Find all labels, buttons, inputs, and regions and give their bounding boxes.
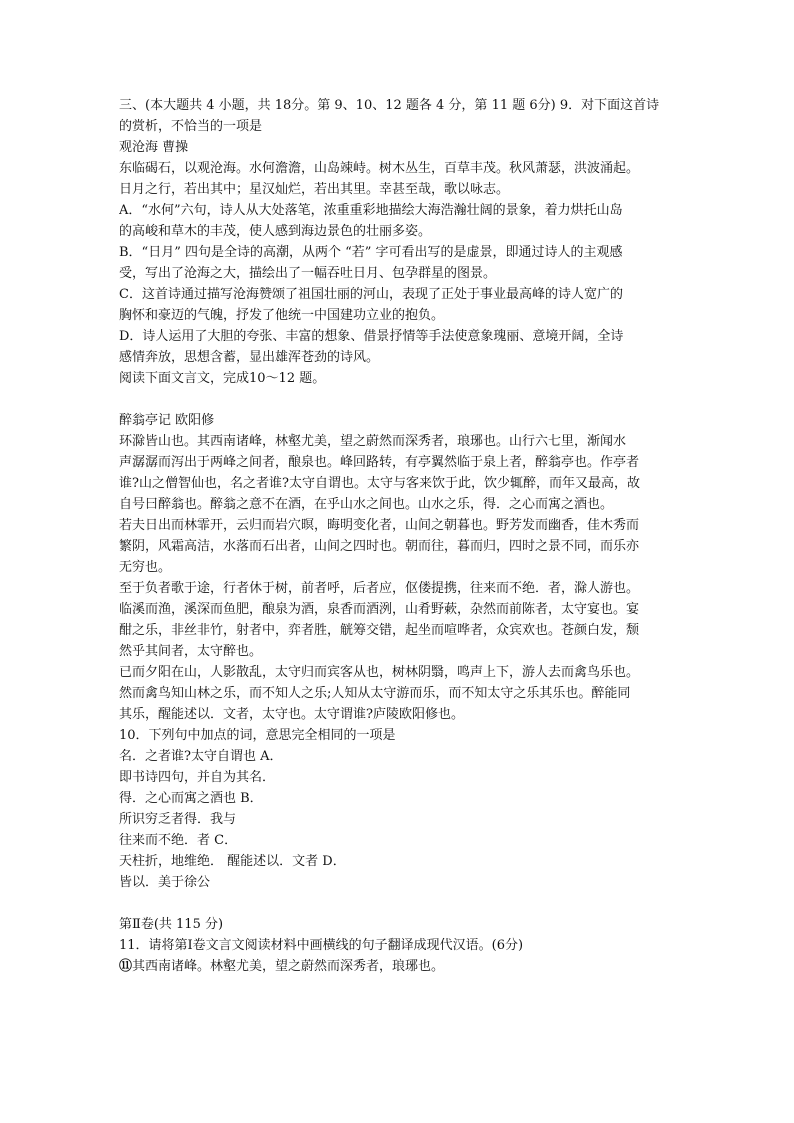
circled-number-marker: ⑪ (119, 959, 133, 974)
question10-line6: 天柱折，地维绝． 醒能述以．文者 D． (119, 854, 346, 869)
spacer (119, 389, 679, 410)
question10-line3: 得．之心而寓之酒也 B． (119, 791, 263, 806)
spacer (119, 893, 679, 914)
question10-stem: 10．下列句中加点的词，意思完全相同的一项是 (119, 728, 396, 743)
poem-title: 观沧海 曹操 (119, 140, 189, 155)
passage-p1-line4: 自号曰醉翁也。醉翁之意不在酒，在乎山水之间也。山水之乐，得．之心而寓之酒也。 (119, 497, 614, 512)
passage-p3-line3: 酣之乐，非丝非竹，射者中，弈者胜，觥筹交错，起坐而喧哗者，众宾欢也。苍颜白发，颓 (119, 623, 640, 638)
question10-line1: 名．之者谁?太守自谓也 A． (119, 749, 283, 764)
passage-p1-line3: 谁?山之僧智仙也，名之者谁?太守自谓也。太守与客来饮于此，饮少辄醉，而年又最高，故 (119, 476, 640, 491)
option-b-line2: 受，写出了沧海之大，描绘出了一幅吞吐日月、包孕群星的图景。 (119, 266, 497, 281)
passage-p2-line3: 无穷也。 (119, 560, 172, 575)
question11-sentence-line (119, 956, 679, 977)
reading-intro: 阅读下面文言文，完成10～12 题。 (119, 371, 326, 386)
part2-title: 第Ⅱ卷(共 115 分) (119, 917, 224, 932)
passage-p2-line1: 若夫日出而林霏开，云归而岩穴暝，晦明变化者，山间之朝暮也。野芳发而幽香，佳木秀而 (119, 518, 640, 533)
question10-line2: 即书诗四句，并自为其名． (119, 770, 276, 785)
passage-p4-line1: 已而夕阳在山，人影散乱，太守归而宾客从也，树林阴翳，鸣声上下，游人去而禽鸟乐也。 (119, 665, 640, 680)
passage-p3-line1: 至于负者歌于途，行者休于树，前者呼，后者应，伛偻提携，往来而不绝．者，滁人游也。 (119, 581, 640, 596)
question10-line4: 所识穷乏者得．我与 (119, 812, 237, 827)
question10-line7: 皆以．美于徐公 (119, 875, 211, 890)
passage-p4-line3: 其乐，醒能述以．文者，太守也。太守谓谁?庐陵欧阳修也。 (119, 707, 464, 722)
document-page (119, 95, 679, 977)
option-d-line2: 感情奔放，思想含蓄，显出雄浑苍劲的诗风。 (119, 350, 380, 365)
option-c-line1: C．这首诗通过描写沧海赞颂了祖国壮丽的河山，表现了正处于事业最高峰的诗人宽广的 (119, 287, 623, 302)
passage-p2-line2: 繁阴，风霜高洁，水落而石出者，山间之四时也。朝而往，暮而归，四时之景不同，而乐亦 (119, 539, 640, 554)
option-d-line1: D．诗人运用了大胆的夸张、丰富的想象、借景抒情等手法使意象瑰丽、意境开阔，全诗 (119, 329, 624, 344)
passage-p1-line2: 声潺潺而泻出于两峰之间者，酿泉也。峰回路转，有亭翼然临于泉上者，醉翁亭也。作亭者 (119, 455, 640, 470)
passage-p1-line1: 环滁皆山也。其西南诸峰，林壑尤美，望之蔚然而深秀者，琅琊也。山行六七里，渐闻水 (119, 434, 627, 449)
poem-line2: 日月之行，若出其中；星汉灿烂，若出其里。幸甚至哉，歌以咏志。 (119, 182, 510, 197)
poem-line1: 东临碣石，以观沧海。水何澹澹，山岛竦峙。树木丛生，百草丰茂。秋风萧瑟，洪波涌起。 (119, 161, 640, 176)
option-c-line2: 胸怀和豪迈的气魄，抒发了他统一中国建功立业的抱负。 (119, 308, 445, 323)
question9-header-line2: 的赏析，不恰当的一项是 (119, 119, 263, 134)
question9-header-line1: 三、(本大题共 4 小题，共 18分。第 9、10、12 题各 4 分，第 11 题 6分) 9．对下面这首诗 (119, 98, 660, 113)
option-a-line2: 的高峻和草木的丰茂，使人感到海边景色的壮丽多姿。 (119, 224, 432, 239)
option-b-line1: B．“日月” 四句是全诗的高潮，从两个 “若” 字可看出写的是虚景，即通过诗人的主观感 (119, 245, 623, 260)
passage-p4-line2: 然而禽鸟知山林之乐，而不知人之乐;人知从太守游而乐，而不知太守之乐其乐也。醉能同 (119, 686, 631, 701)
passage-title: 醉翁亭记 欧阳修 (119, 413, 215, 428)
question10-line5: 往来而不绝．者 C． (119, 833, 238, 848)
passage-p3-line2: 临溪而渔，溪深而鱼肥，酿泉为酒，泉香而酒洌，山肴野蔌，杂然而前陈者，太守宴也。宴 (119, 602, 640, 617)
option-a-line1: A．“水何”六句，诗人从大处落笔，浓重重彩地描绘大海浩瀚壮阔的景象，着力烘托山岛 (119, 203, 623, 218)
question11-sentence: 其西南诸峰。林壑尤美，望之蔚然而深秀者，琅琊也。 (132, 959, 445, 974)
question11-stem: 11．请将第Ⅰ卷文言文阅读材料中画横线的句子翻译成现代汉语。(6分) (119, 938, 524, 953)
passage-p3-line4: 然乎其间者，太守醉也。 (119, 644, 263, 659)
